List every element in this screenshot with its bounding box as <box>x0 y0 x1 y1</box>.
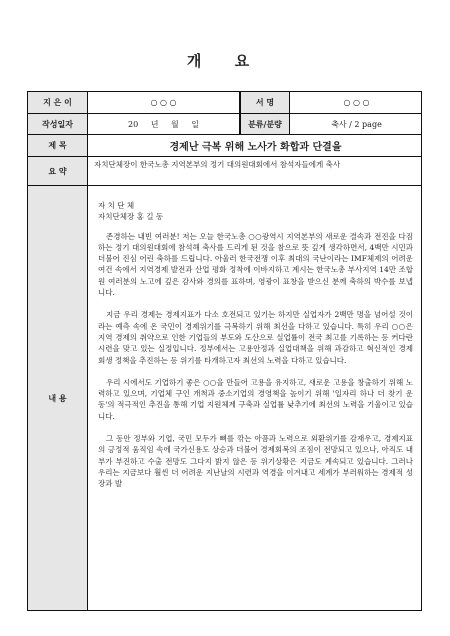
summary-row <box>28 157 421 186</box>
content-heading-speaker: 자치단체장 홍 길 동 <box>98 212 164 222</box>
date-label: 작성일자 <box>28 114 88 134</box>
author-row <box>28 92 421 114</box>
date-row <box>28 114 421 135</box>
content-label: 내 용 <box>28 186 88 610</box>
page-title: 개 요 <box>186 52 264 70</box>
date-value: 20 년 월 일 <box>88 114 240 134</box>
summary-label: 요 약 <box>28 157 88 185</box>
book-title-label: 서 명 <box>240 92 290 113</box>
content-heading-org: 자 치 단 체 <box>98 201 135 210</box>
content-paragraph: 그 동안 정부와 기업, 국민 모두가 뼈를 깎는 아픔과 노력으로 외환위기를 감재우고, 경제지표의 긍정적 움직임 속에 국가신용도 상승과 더불어 경제회복의 조짐이 전망되고 있으나, 아직도 내부가 부진하고 수출 전망도 그다지 밝지 않은 등 위기상황은 지금도 계속되고 있습니다. 그러나 우리는 지금보다 훨씬 더 어려운 지난날의 시련과 역경을 이겨내고 세계가 부러워하는 경제적 성장과 발 <box>98 434 413 489</box>
category-value: 축사 / 2 page <box>331 119 382 129</box>
category-label: 분류/분량 <box>240 114 290 134</box>
summary-form <box>27 91 422 611</box>
subject-row <box>28 135 421 157</box>
content-row <box>28 186 421 610</box>
author-value: ○ ○ ○ <box>88 92 240 113</box>
book-title-value: ○ ○ ○ <box>343 98 370 107</box>
content-body <box>88 186 421 610</box>
subject-label: 제 목 <box>28 135 88 156</box>
content-paragraph: 지금 우리 경제는 경제지표가 다소 호전되고 있기는 하지만 실업자가 2백만 명을 넘어설 것이라는 예측 속에 온 국민이 경제위기를 극복하기 위해 최선을 다하고 있습니다. 특히 우리 ○○은 지역 경제의 취약으로 인한 기업들의 부도와 도산으로 실업률이 전국 최고를 기록하는 등 커다란 시련을 맞고 있는 실정입니다. 정부에서는 고용안정과 실업대책을 위해 과감하고 혁신적인 경제 회생 정책을 추진하는 등 위기를 타개하고자 최선의 노력을 다하고 있습니다. <box>98 310 413 365</box>
author-label: 지 은 이 <box>28 92 88 113</box>
summary-value: 자치단체장이 한국노총 지역본부의 정기 대의원대회에서 참석자들에게 축사 <box>94 160 341 169</box>
subject-value: 경제난 극복 위해 노사가 화합과 단결을 <box>169 142 342 153</box>
content-paragraph: 우리 시에서도 기업하기 좋은 ○○을 만들어 고용을 유지하고, 새로운 고용을 창출하기 위해 노력하고 있으며, 기업체 구인 개척과 중소기업의 경영책을 높이기 위해 '일자리 하나 더 찾기 운동'의 적극적인 추진을 통해 기업 지원체계 구축과 실업률 낮추기에 최선의 노력을 기울이고 있습니다. <box>98 377 413 421</box>
content-paragraph: 존경하는 내빈 여러분! 저는 오늘 한국노총 ○○광역시 지역본부의 새로운 결속과 전진을 다짐하는 정기 대의원대회에 참석해 축사를 드리게 된 것을 참으로 뜻 깊게 생각하면서, 4백만 시민과 더불어 진심 어린 축하를 드립니다. 아울러 한국전쟁 이후 최대의 국난이라는 IMF체제의 어려운 여건 속에서 지역경제 발전과 산업 평화 정착에 이바지하고 계시는 한국노총 부사지역 14만 조합원 여러분의 노고에 깊은 감사와 경의를 표하며, 영광이 표창을 받으신 분께 축하의 박수를 보냅니다. <box>98 231 413 298</box>
